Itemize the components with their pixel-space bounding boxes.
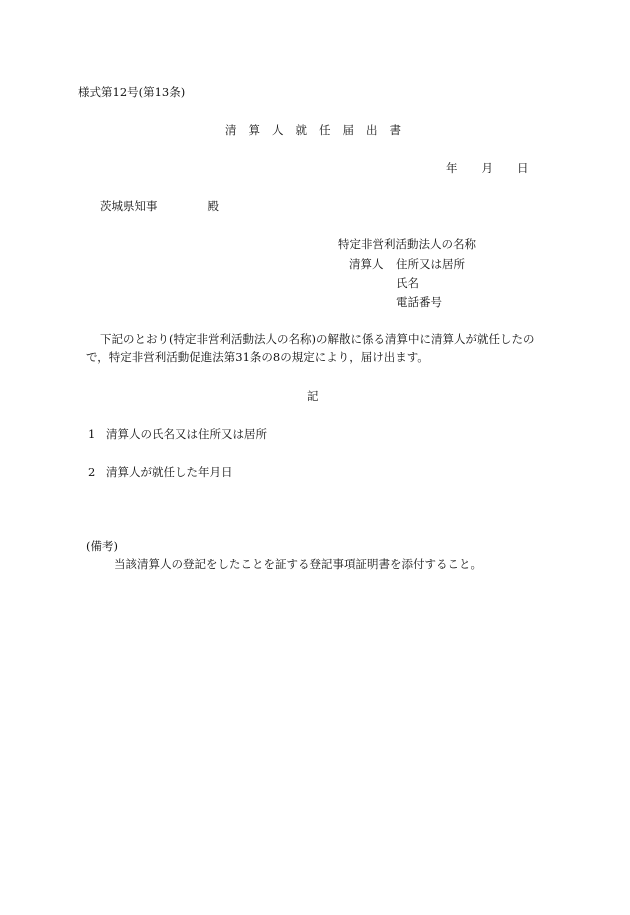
date-day: 日	[517, 161, 529, 175]
list-item	[88, 426, 267, 442]
title-char: 清	[225, 123, 237, 137]
title-char: 届	[342, 123, 354, 137]
title-char: 人	[272, 123, 284, 137]
title-char: 出	[366, 123, 378, 137]
form-number: 様式第12号(第13条)	[78, 85, 186, 99]
title-char: 就	[295, 123, 307, 137]
body-paragraph	[86, 330, 556, 366]
date-year: 年	[446, 161, 458, 175]
applicant-phone-label: 電話番号	[396, 295, 442, 309]
addressee-name: 茨城県知事	[100, 199, 158, 213]
list-item	[88, 464, 233, 480]
date-month: 月	[481, 161, 493, 175]
applicant-role-label: 清算人	[349, 257, 384, 271]
document-title	[225, 122, 401, 138]
item-number: 2	[88, 465, 96, 479]
applicant-name-label: 氏名	[396, 276, 419, 290]
remarks-heading: (備考)	[86, 539, 118, 553]
addressee-honorific: 殿	[207, 199, 219, 213]
title-char: 任	[319, 123, 331, 137]
title-char: 書	[389, 123, 401, 137]
body-line: 下記のとおり(特定非営利活動法人の名称)の解散に係る清算中に清算人が就任したの	[100, 332, 535, 346]
applicant-org-label: 特定非営利活動法人の名称	[338, 237, 476, 251]
item-text: 清算人の氏名又は住所又は居所	[106, 427, 267, 441]
item-text: 清算人が就任した年月日	[106, 465, 233, 479]
applicant-address-label: 住所又は居所	[396, 257, 465, 271]
ki-heading: 記	[307, 389, 319, 403]
item-number: 1	[88, 427, 96, 441]
body-line: で，特定非営利活動促進法第31条の8の規定により，届け出ます。	[86, 350, 429, 364]
date-line	[446, 160, 529, 176]
addressee	[100, 198, 219, 214]
remarks-text: 当該清算人の登記をしたことを証する登記事項証明書を添付すること。	[114, 557, 482, 571]
title-char: 算	[248, 123, 260, 137]
